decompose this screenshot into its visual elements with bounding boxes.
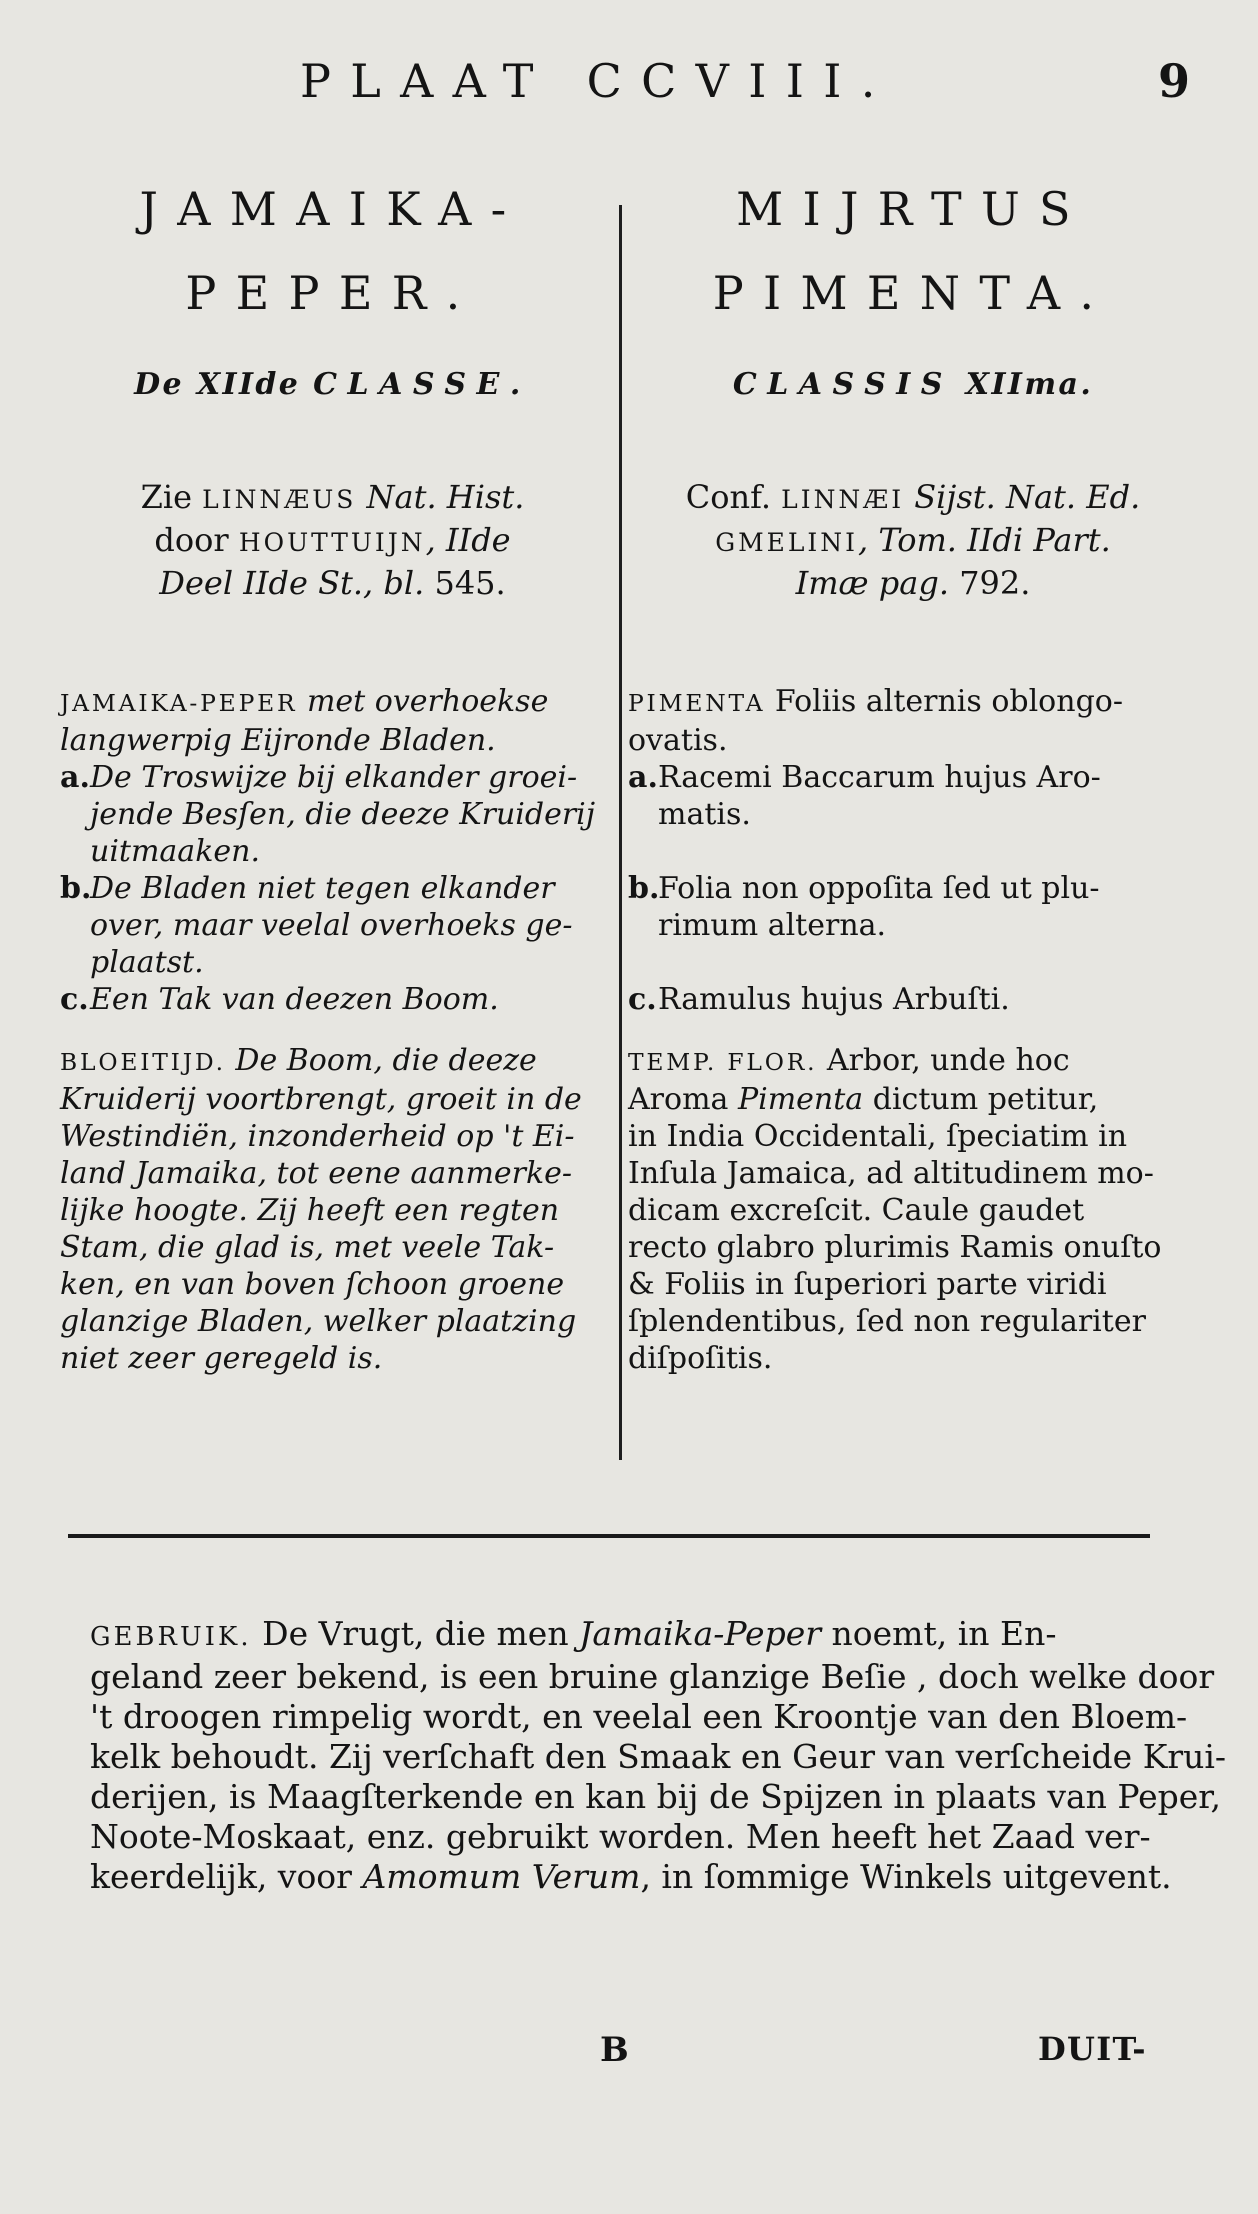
column-divider bbox=[619, 205, 622, 1460]
running-title: PLAAT CCVIII. bbox=[300, 54, 895, 108]
dutch-item-c: c. Een Tak van deezen Boom. bbox=[60, 982, 499, 1017]
catchword: DUIT- bbox=[1038, 2030, 1147, 2068]
latin-column bbox=[628, 182, 1198, 1377]
latin-item-b: b. Folia non oppoſita ſed ut plu- rimum alterna. bbox=[628, 871, 1100, 943]
latin-item-a: a. Racemi Baccarum hujus Aro- matis. bbox=[628, 760, 1101, 832]
latin-description: PIMENTA Foliis alternis oblongo- ovatis. a. Racemi Baccarum hujus Aro- matis. b. Folia non oppoſita ſed ut plu- rimum alterna. c. Ramulus hujus Arbuſti. TEMP. FLOR. Arbor, unde hoc Aroma Pimenta dictum petitur, in India Occidentali, ſpeciatim in Inſula Jamaica, ad altitudinem mo- dicam excreſcit. Caule gaudet recto glabro plurimis Ramis onuſto & Foliis in ſuperiori parte viridi ſplendentibus, ſed non regulariter diſpoſitis. bbox=[628, 683, 1198, 1377]
signature-mark: B bbox=[600, 2030, 629, 2070]
dutch-item-b: b. De Bladen niet tegen elkander over, maar veelal overhoeks ge- plaatst. bbox=[60, 871, 573, 980]
latin-item-c: c. Ramulus hujus Arbuſti. bbox=[628, 982, 1010, 1017]
latin-title-line-2: PIMENTA. bbox=[712, 266, 1114, 320]
latin-reference: Conf. LINNÆI Sijst. Nat. Ed. GMELINI, Tom. IIdi Part. Imæ pag. 792. bbox=[685, 478, 1141, 602]
latin-flowering-paragraph: TEMP. FLOR. Arbor, unde hoc Aroma Pimenta dictum petitur, in India Occidentali, ſpeciatim in Inſula Jamaica, ad altitudinem mo- dicam excreſcit. Caule gaudet recto glabro plurimis Ramis onuſto & Foliis in ſuperiori parte viridi ſplendentibus, ſed non regulariter diſpoſitis. bbox=[628, 1043, 1162, 1376]
section-rule bbox=[68, 1534, 1150, 1538]
use-paragraph: GEBRUIK. De Vrugt, die men Jamaika-Peper noemt, in En- geland zeer bekend, is een bruine glanzige Beſie , doch welke door 't droogen rimpelig wordt, en veelal een Kroontje van den Bloem- kelk behoudt. Zij verſchaft den Smaak en Geur van verſcheide Krui- derijen, is Maagſterkende en kan bij de Spijzen in plaats van Peper, Noote-Moskaat, enz. gebruikt worden. Men heeft het Zaad ver- keerdelijk, voor Amomum Verum, in ſommige Winkels uitgevent. bbox=[90, 1614, 1227, 1896]
dutch-class-heading: De XIIde CLASSE. bbox=[134, 367, 531, 402]
dutch-title-line-2: PEPER. bbox=[185, 266, 480, 320]
dutch-flowering-paragraph: BLOEITIJD. De Boom, die deeze Kruiderij voortbrengt, groeit in de Westindiën, inzonderheid op 't Ei- land Jamaika, tot eene aanmerke- lijke hoogte. Zij heeft een regten Stam, die glad is, met veele Tak- ken, en van boven ſchoon groene glanzige Bladen, welker plaatzing niet zeer geregeld is. bbox=[60, 1043, 582, 1376]
latin-class-heading: CLASSIS XIIma. bbox=[732, 367, 1094, 402]
dutch-description: JAMAIKA-PEPER met overhoekse langwerpig Eijronde Bladen. a. De Troswijze bij elkander groei- jende Besſen, die deeze Kruiderij uitmaaken. b. De Bladen niet tegen elkander over, maar veelal overhoeks ge- plaatst. c. Een Tak van deezen Boom. BLOEITIJD. De Boom, die deeze Kruiderij voortbrengt, groeit in de Westindiën, inzonderheid op 't Ei- land Jamaika, tot eene aanmerke- lijke hoogte. Zij heeft een regten Stam, die glad is, met veele Tak- ken, en van boven ſchoon groene glanzige Bladen, welker plaatzing niet zeer geregeld is. bbox=[60, 683, 605, 1377]
latin-title-line-1: MIJRTUS bbox=[736, 182, 1090, 236]
dutch-item-a: a. De Troswijze bij elkander groei- jende Besſen, die deeze Kruiderij uitmaaken. bbox=[60, 760, 596, 869]
dutch-column bbox=[60, 182, 605, 1377]
page-number: 9 bbox=[1158, 54, 1191, 108]
dutch-title-line-1: JAMAIKA- bbox=[139, 182, 526, 236]
dutch-reference: Zie LINNÆUS Nat. Hist. door HOUTTUIJN, IIde Deel IIde St., bl. 545. bbox=[140, 478, 525, 602]
